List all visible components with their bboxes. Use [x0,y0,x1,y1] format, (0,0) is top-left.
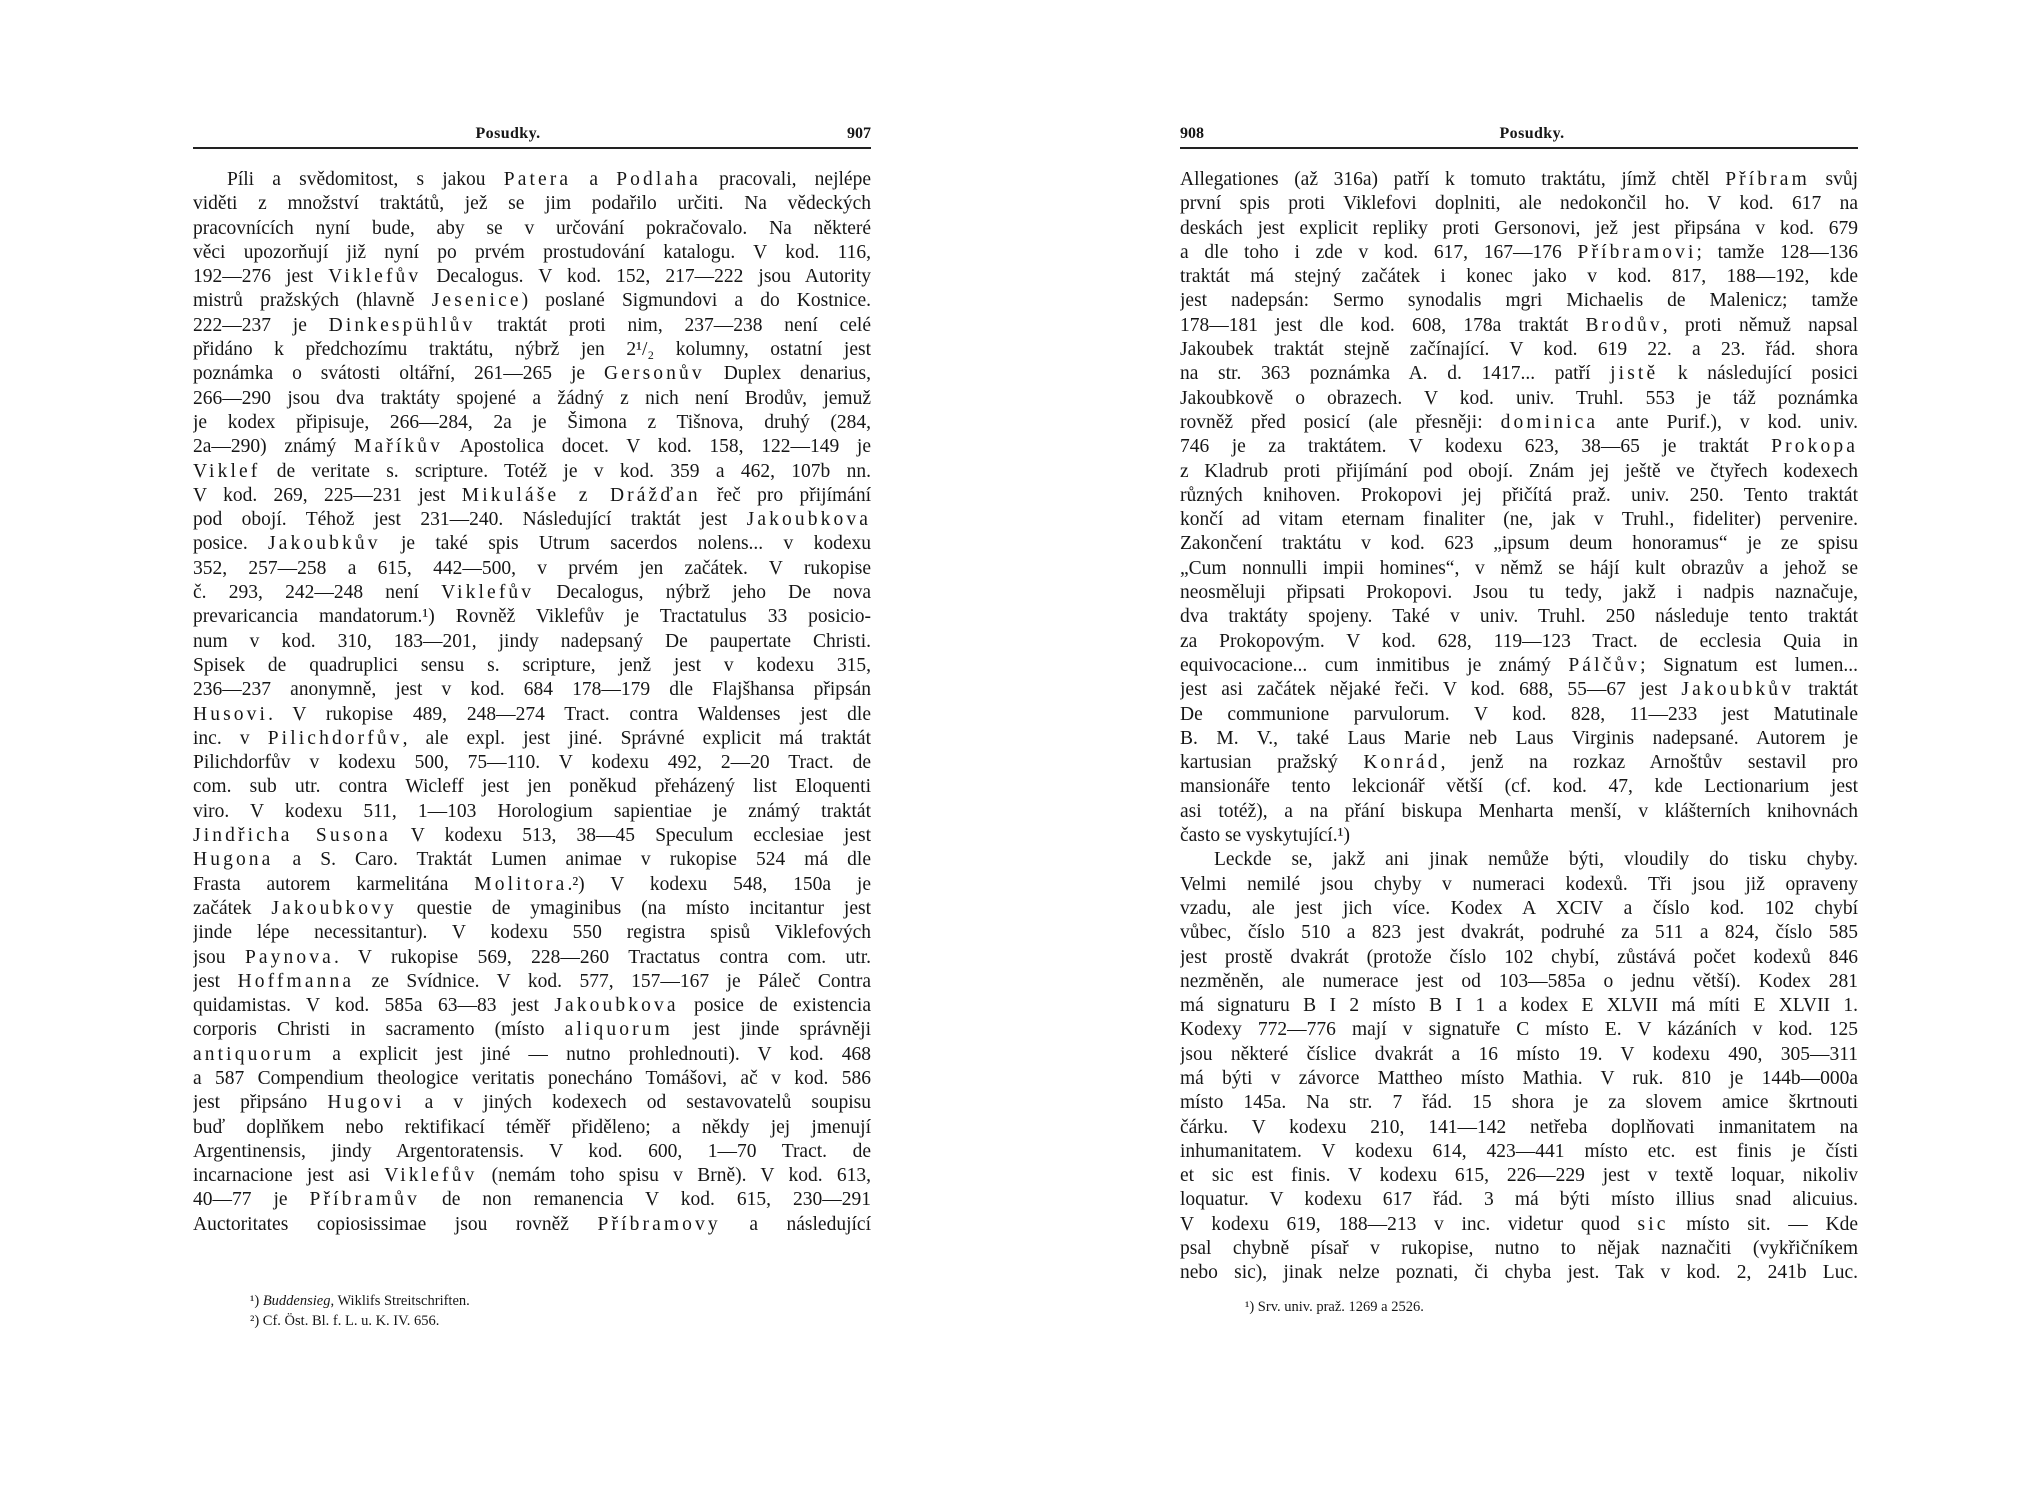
text-run: rovněž před posicí (ale přesněji: [1180,411,1501,433]
text-run: (nemám toho spisu v Brně). V kod. 613, [477,1165,871,1187]
text-line [193,265,871,289]
footnote [250,1291,470,1311]
text-run: svůj [1809,169,1858,190]
text-line: vůbec, číslo 510 a 823 jest dvakrát, podruhé za 511 a 824, číslo 585 [1180,922,1858,944]
text-run: , proti němuž napsal [1662,314,1858,336]
text-line [1180,168,1858,192]
text-line: je kodex připisuje, 266—284, 2a je Šimona z Tišnova, druhý (284, [193,411,871,433]
text-line: deskách jest explicit repliky proti Gersonovi, jež jest připsána v kod. 679 [1180,217,1858,239]
text-line [193,824,871,848]
spaced-emphasis: dominica [1500,411,1599,433]
footnote: ²) Cf. Öst. Bl. f. L. u. K. IV. 656. [250,1313,440,1329]
text-run: de veritate s. scripture. Totéž je v kod. 359 a 462, 107b nn. [260,460,871,482]
text-line: má býti v závorce Mattheo místo Mathia. V ruk. 810 je 144b—000a [1180,1067,1858,1089]
text-line [193,289,871,313]
text-run: 2a—290) známý [193,436,354,458]
text-line: vzadu, ale jest jich více. Kodex A XCIV a číslo kod. 102 chybí [1180,897,1858,919]
text-line [1180,654,1858,678]
text-run: . V rukopise 489, 248—274 Tract. contra Waldenses jest dle [268,703,871,725]
text-run: Decalogus, nýbrž jeho De nova [534,582,871,604]
text-run: V kodexu 513, 38—45 Speculum ecclesiae jest [390,825,871,847]
spaced-emphasis: aliquorum [564,1019,673,1041]
text-run: inc. v [193,727,268,749]
text-line: psal chybně písař v rukopise, nutno to nějak naznačiti (vykřičníkem [1180,1238,1858,1260]
text-run: Píli a svědomitost, s jakou [227,169,504,190]
text-run: V kodexu 619, 188—213 v inc. videtur quod [1180,1213,1638,1235]
text-line: De communione parvulorum. V kod. 828, 11—233 jest Matutinale [1180,703,1858,725]
text-run: ; Signatum est lumen... [1640,654,1858,676]
text-line: a 587 Compendium theologice veritatis ponecháno Tomášovi, ač v kod. 586 [193,1067,871,1089]
text-run: Allegationes (až 316a) patří k tomuto traktátu, jímž chtěl [1180,169,1726,190]
spaced-emphasis: Pálčův [1568,654,1641,676]
text-run: traktát proti nim, 237—238 není celé [475,314,871,336]
text-run: posice de existencia [678,995,871,1017]
text-line [193,1018,871,1042]
text-line [193,727,871,751]
right-page [1180,0,1858,1500]
text-line [1180,241,1858,265]
spaced-emphasis: Podlaha [616,169,701,190]
spaced-emphasis: Paynova [244,946,334,968]
spaced-emphasis: Hugona [193,849,274,871]
text-line [193,970,871,994]
left-page [193,0,871,1500]
text-line: místo 145a. Na str. 7 řád. 15 shora je za slovem amice škrtnouti [1180,1092,1858,1114]
text-line: z Kladrub proti přijímání pod obojí. Znám jej ještě ve čtyřech kodexech [1180,460,1858,482]
text-run: equivocacione... cum inmitibus je známý [1180,654,1569,676]
text-run: a dle toho i zde v kod. 617, 167—176 [1180,241,1578,263]
text-line: num v kod. 310, 183—201, jindy nadepsaný De paupertate Christi. [193,630,871,652]
spaced-emphasis: Jakoubkův [1681,679,1794,701]
spaced-emphasis: Molitora [474,873,568,895]
italic-text: Buddensieg [262,1293,331,1309]
text-line [193,1164,871,1188]
text-run: posice. [193,533,269,555]
page-number: 908 [1180,125,1204,142]
spaced-emphasis: Jakoubkova [554,995,679,1017]
footnotes [1245,1297,1424,1317]
text-line: Pilichdorfův v kodexu 500, 75—110. V kodexu 492, 2—20 Tract. de [193,752,871,774]
text-run: a explicit jest jiné — nutno prohlednouti). V kod. 468 [314,1043,871,1065]
text-line: 352, 257—258 a 615, 442—500, v prvém jen začátek. V rukopise [193,557,871,579]
spaced-emphasis: Prokopa [1771,436,1858,458]
text-run: corporis Christi in sacramento (místo [193,1019,565,1041]
text-line [193,314,871,338]
text-run: na str. 363 poznámka A. d. 1417... patří [1180,363,1611,385]
text-line: často se vyskytující.¹) [1180,825,1350,847]
spaced-emphasis: Viklefův [441,582,535,604]
text-line [1180,751,1858,775]
text-line: Spisek de quadruplici sensu s. scripture, jenž jest v kodexu 315, [193,654,871,676]
text-run: 222—237 je [193,314,329,336]
text-line: Argentinensis, jindy Argentoratensis. V kod. 600, 1—70 Tract. de [193,1140,871,1162]
text-line: Velmi nemilé jsou chyby v numeraci kodexů. Tři jsou již opraveny [1180,873,1858,895]
spaced-emphasis: Příbramovi [1577,241,1697,263]
text-run: Decalogus. V kod. 152, 217—222 jsou Autority [421,266,871,288]
footnote: ¹) Srv. univ. praž. 1269 a 2526. [1245,1299,1424,1315]
footnotes [250,1291,470,1331]
text-line [193,484,871,508]
text-run: .²) V kodexu 548, 150a je [567,873,871,895]
text-run: k následující posici [1658,363,1858,385]
text-run: , jenž na rozkaz Arnoštův sestavil pro [1440,752,1858,774]
spaced-emphasis: Mikuláše z Drážďan [461,484,701,506]
text-line [193,946,871,970]
spaced-emphasis: Dinkespühlův [328,314,476,336]
text-run: traktát [1793,679,1858,701]
text-run: Auctoritates copiosissimae jsou rovněž [193,1213,598,1235]
text-line: et sic est finis. V kodexu 615, 226—229 jest v textě loquar, nikoliv [1180,1165,1858,1187]
text-line: nezměněn, ale numerace jest od 103—585a o jednu větší). Kodex 281 [1180,970,1858,992]
text-line: B. M. V., také Laus Marie neb Laus Virginis nadepsané. Autorem je [1180,727,1858,749]
spaced-emphasis: Jesenice [431,290,522,312]
text-line [193,168,871,192]
text-line [1180,1213,1858,1237]
text-line [193,1043,871,1067]
running-head: Posudky. [475,125,541,142]
text-run: ) poslané Sigmundovi a do Kostnice. [521,290,871,312]
text-line: „Cum nonnulli impii homines“, v němž se hájí kult obrazův a jehož se [1180,557,1858,579]
text-run: začátek [193,897,272,919]
text-line: 266—290 jsou dva traktáty spojené a žádný z nich není Brodův, jemuž [193,387,871,409]
spaced-emphasis: antiquorum [193,1043,315,1065]
spaced-emphasis: Jindřicha Susona [193,825,391,847]
header-rule [1180,147,1858,149]
spaced-emphasis: Hoffmanna [237,970,355,992]
text-line: buď doplňkem nebo rektifikací téměř přiděleno; a někdy jej jmenují [193,1116,871,1138]
text-run: . V rukopise 569, 228—260 Tractatus contra com. utr. [333,946,871,968]
text-line: com. sub utr. contra Wicleff jest jen poněkud přeházený list Eloquenti [193,776,871,798]
text-body [1180,168,1858,1286]
text-run: a následující [720,1213,871,1235]
text-line: prevaricancia mandatorum.¹) Rovněž Viklefův je Tractatulus 33 posicio- [193,606,871,628]
text-line: loquatur. V kodexu 617 řád. 3 má býti místo illius snad alicuius. [1180,1189,1858,1211]
text-run: a [571,169,617,190]
text-line [193,897,871,921]
text-line: jest nadepsán: Sermo synodalis mgri Michaelis de Malenicz; tamže [1180,290,1858,312]
text-line [193,703,871,727]
spaced-emphasis: Husovi [193,703,269,725]
text-line [1180,678,1858,702]
text-line [193,362,871,386]
text-run: jest připsáno [193,1092,328,1114]
spaced-emphasis: Konrád [1363,752,1441,774]
text-line [1180,362,1858,386]
text-line: Jakoubkově o obrazech. V kod. univ. Truhl. 553 je táž poznámka [1180,387,1858,409]
text-line [1180,435,1858,459]
text-run: , Wiklifs Streitschriften. [330,1293,470,1309]
text-run: a v jiných kodexech od sestavovatelů soupisu [404,1092,871,1114]
spaced-emphasis: Hugovi [327,1092,405,1114]
text-line [1180,314,1858,338]
header-rule [193,147,871,149]
text-run: quidamistas. V kod. 585a 63—83 jest [193,995,555,1017]
spaced-emphasis: Pilichdorfův [267,727,403,749]
text-line [193,435,871,459]
spaced-emphasis: Viklefův [328,266,422,288]
page-number: 907 [847,125,871,142]
text-line [193,508,871,532]
text-line [193,581,871,605]
spaced-emphasis: Příbramův [309,1189,420,1211]
text-body [193,168,871,1237]
text-run: jest [193,970,238,992]
text-run: jest asi začátek nějaké řeči. V kod. 688, 55—67 jest [1180,679,1682,701]
text-line: 236—237 anonymně, jest v kod. 684 178—179 dle Flajšhansa připsán [193,679,871,701]
text-line: za Prokopovým. V kod. 628, 119—123 Tract. de ecclesia Quia in [1180,630,1858,652]
text-run: pracovali, nejlépe [700,169,871,190]
text-run: questie de ymaginibus (na místo incitantur jest [396,897,871,919]
text-line: dva traktáty spojeny. Také v univ. Truhl. 250 následuje tento traktát [1180,606,1858,628]
text-line [193,532,871,556]
text-line: Leckde se, jakž ani jinak nemůže býti, vloudily do tisku chyby. [1214,849,1858,871]
text-run: ze Svídnice. V kod. 577, 157—167 je Páleč Contra [354,970,871,992]
text-line [193,848,871,872]
spaced-emphasis: jistě [1610,363,1659,385]
text-line: jest prostě dvakrát (protože číslo 102 chybí, zůstává počet kodexů 846 [1180,946,1858,968]
text-run: Duplex denarius, [704,363,871,385]
text-run: č. 293, 242—248 není [193,582,442,604]
text-run: mistrů pražských (hlavně [193,290,432,312]
spaced-emphasis: Brodův [1585,314,1663,336]
text-line: neosměluji připsati Prokopovi. Jsou tu tedy, jakž i nadpis naznačuje, [1180,582,1858,604]
text-run: Frasta autorem karmelitána [193,873,475,895]
text-run: ; tamže 128—136 [1696,241,1858,263]
spaced-emphasis: Jakoubkova [746,509,871,531]
text-line [1180,411,1858,435]
text-line: přidáno k předchozímu traktátu, nýbrž jen 2¹/₂ kolumny, ostatní jest [193,339,871,361]
spaced-emphasis: Jakoubkovy [271,897,397,919]
page-header [1180,121,1858,147]
text-line [193,460,871,484]
text-run: V kod. 269, 225—231 jest [193,484,462,506]
text-line: má signaturu B I 2 místo B I 1 a kodex E XLVII má míti E XLVII 1. [1180,995,1858,1017]
text-run: incarnacione jest asi [193,1165,385,1187]
text-line [193,1091,871,1115]
text-line: věci upozorňují již nyní po prvém prostudování katalogu. V kod. 116, [193,241,871,263]
text-line: různých knihoven. Prokopovi jej přičítá praž. univ. 250. Tento traktát [1180,484,1858,506]
text-line: pracovnících nyní bude, aby se v určování pokračovalo. Na některé [193,217,871,239]
text-run: poznámka o svátosti oltářní, 261—265 je [193,363,604,385]
spaced-emphasis: Maříkův [354,436,443,458]
text-line: viro. V kodexu 511, 1—103 Horologium sapientiae je známý traktát [193,800,871,822]
text-run: , ale expl. jest jiné. Správné explicit má traktát [402,727,871,749]
text-run: jsou [193,946,245,968]
text-line: jinde lépe necessitantur). V kodexu 550 registra spisů Viklefových [193,922,871,944]
text-run: ante Purif.), v kod. univ. [1598,411,1858,433]
spaced-emphasis: sic [1637,1213,1669,1235]
text-line [193,1213,871,1237]
text-line: končí ad vitam eternam finaliter (ne, jak v Truhl., fideliter) pervenire. [1180,509,1858,531]
text-line: Jakoubek traktát stejně začínající. V kod. 619 22. a 23. řád. shora [1180,339,1858,361]
spaced-emphasis: Jakoubkův [268,533,381,555]
text-line [193,1188,871,1212]
text-line: inhumanitatem. V kodexu 614, 423—441 místo etc. est finis je čísti [1180,1140,1858,1162]
text-run: je také spis Utrum sacerdos nolens... v kodexu [380,533,871,555]
spaced-emphasis: Viklefův [384,1165,478,1187]
text-line: viděti z množství traktátů, jež se jim podařilo určiti. Na vědeckých [193,193,871,215]
page-header [193,121,871,147]
spaced-emphasis: Příbram [1725,169,1810,190]
text-run: a S. Caro. Traktát Lumen animae v rukopise 524 má dle [273,849,871,871]
text-line: čárku. V kodexu 210, 141—142 netřeba doplňovati inmanitatem na [1180,1116,1858,1138]
text-line: Zakončení traktátu v kod. 623 „ipsum deum honoramus“ je ze spisu [1180,533,1858,555]
text-line: mansionáře tento lekcionář větší (cf. kod. 47, kde Lectionarium jest [1180,776,1858,798]
text-run: jest jinde správněji [672,1019,871,1041]
text-run: kartusian pražský [1180,752,1364,774]
text-run: řeč pro přijímání [700,484,871,506]
text-run: pod obojí. Téhož jest 231—240. Následující traktát jest [193,509,747,531]
text-run: de non remanencia V kod. 615, 230—291 [419,1189,871,1211]
text-run: 40—77 je [193,1189,310,1211]
text-run: 192—276 jest [193,266,329,288]
spaced-emphasis: Viklef [193,460,261,482]
text-line: první spis proti Viklefovi doplniti, ale nedokončil ho. V kod. 617 na [1180,193,1858,215]
spaced-emphasis: Patera [503,169,572,190]
text-run: Apostolica docet. V kod. 158, 122—149 je [443,436,871,458]
running-head: Posudky. [1499,125,1565,142]
text-line: asi totéž), a na přání biskupa Menharta menší, v klášterních knihovnách [1180,800,1858,822]
text-line [193,873,871,897]
text-line: nebo sic), jinak nelze poznati, či chyba jest. Tak v kod. 2, 241b Luc. [1180,1262,1858,1284]
text-line: traktát má stejný začátek i konec jako v kod. 817, 188—192, kde [1180,266,1858,288]
text-line [193,994,871,1018]
text-run: 746 je za traktátem. V kodexu 623, 38—65 je traktát [1180,436,1772,458]
text-line: jsou některé číslice dvakrát a 16 místo 19. V kodexu 490, 305—311 [1180,1043,1858,1065]
text-run: 178—181 jest dle kod. 608, 178a traktát [1180,314,1586,336]
spaced-emphasis: Gersonův [603,363,705,385]
text-line: Kodexy 772—776 mají v signatuře C místo E. V kázáních v kod. 125 [1180,1019,1858,1041]
text-run: místo sit. — Kde [1668,1213,1858,1235]
spaced-emphasis: Příbramovy [597,1213,721,1235]
text-run: ¹) [250,1293,263,1309]
